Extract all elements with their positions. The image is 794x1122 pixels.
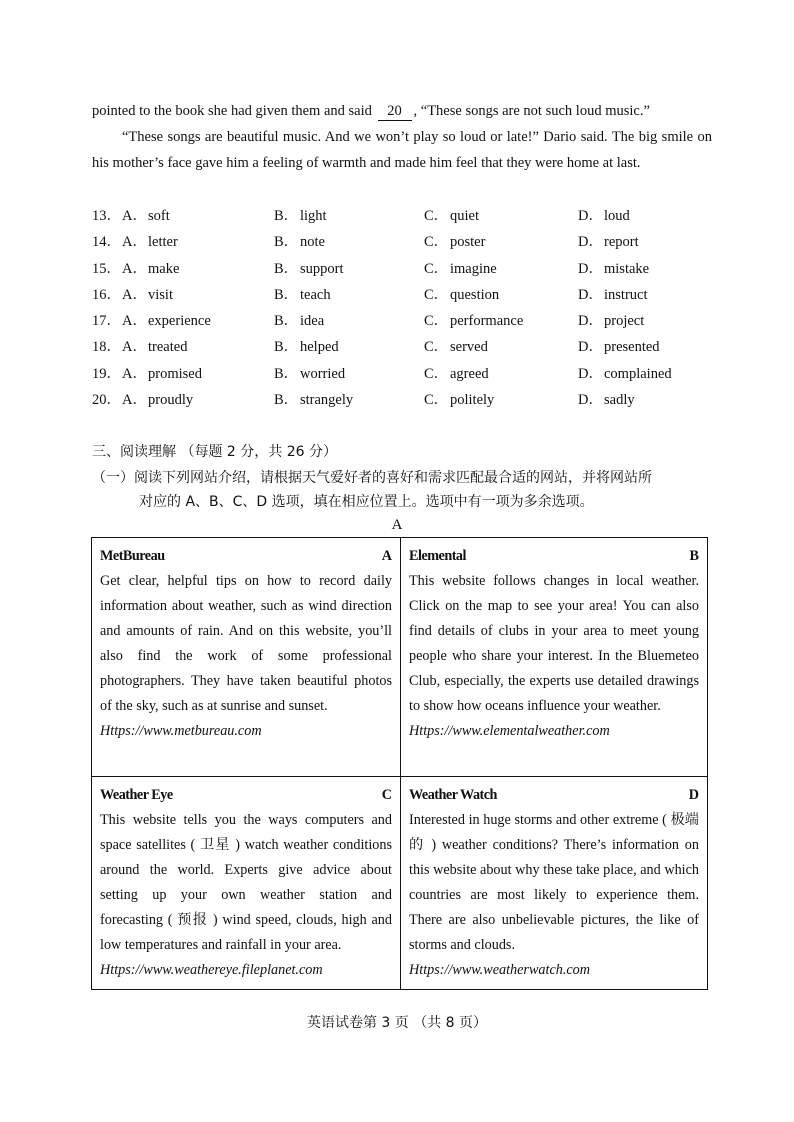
website-card-b xyxy=(401,538,707,777)
option-word: visit xyxy=(148,286,173,303)
website-card-d xyxy=(401,777,707,989)
option-letter: C． xyxy=(424,260,449,277)
passage-line xyxy=(92,98,712,124)
website-letter: A xyxy=(381,548,392,564)
website-letter: B xyxy=(689,548,699,564)
option-a xyxy=(122,334,187,360)
option-d xyxy=(578,387,635,413)
option-a xyxy=(122,387,193,413)
website-url: Https://www.elementalweather.com xyxy=(409,723,610,739)
website-letter: D xyxy=(688,787,699,803)
option-word: complained xyxy=(604,365,672,382)
option-word: treated xyxy=(148,339,188,356)
option-c xyxy=(424,334,488,360)
option-b xyxy=(274,334,339,360)
option-word: proudly xyxy=(148,392,194,409)
option-word: served xyxy=(450,339,488,356)
option-c xyxy=(424,229,485,255)
option-letter: A． xyxy=(122,313,147,330)
page-footer: 英语试卷第 3 页 （共 8 页） xyxy=(306,1015,488,1031)
option-letter: C． xyxy=(424,339,449,356)
option-b xyxy=(274,256,344,282)
option-d xyxy=(578,282,648,308)
option-c xyxy=(424,308,523,334)
website-card-a xyxy=(92,538,401,777)
option-b xyxy=(274,361,345,387)
passage-paragraph: “These songs are beautiful music. And we won’t play so loud or late!” Dario said. The big smile on his mother’s face gave him a feeling of warmth and made him feel that they were home at last. xyxy=(92,129,712,171)
part-label: A xyxy=(391,517,403,533)
option-letter: A． xyxy=(122,392,147,409)
option-b xyxy=(274,203,327,229)
option-word: note xyxy=(300,234,325,251)
option-letter: B． xyxy=(274,208,299,224)
website-name: MetBureau xyxy=(100,548,165,564)
option-letter: C． xyxy=(424,365,449,382)
option-word: poster xyxy=(450,234,486,251)
option-word: teach xyxy=(300,286,331,303)
option-letter: C． xyxy=(424,286,449,303)
option-letter: A． xyxy=(122,286,147,303)
option-letter: B． xyxy=(274,392,299,409)
option-letter: D． xyxy=(578,392,603,409)
question-number: 13． xyxy=(92,208,121,224)
question-row xyxy=(92,282,712,308)
option-letter: D． xyxy=(578,339,603,356)
option-word: worried xyxy=(300,365,346,382)
question-number: 16． xyxy=(92,286,121,303)
option-c xyxy=(424,256,497,282)
option-a xyxy=(122,282,173,308)
website-url: Https://www.weatherwatch.com xyxy=(409,962,591,978)
option-a xyxy=(122,308,211,334)
option-letter: B． xyxy=(274,260,299,277)
option-word: strangely xyxy=(300,392,354,409)
question-number: 17． xyxy=(92,313,121,330)
option-word: presented xyxy=(604,339,660,356)
option-letter: D． xyxy=(578,260,603,277)
option-word: sadly xyxy=(604,392,635,409)
option-letter: A． xyxy=(122,260,147,277)
option-letter: C． xyxy=(424,313,449,330)
option-d xyxy=(578,308,644,334)
option-letter: C． xyxy=(424,208,449,224)
website-description: This website follows changes in local weather. Click on the map to see your area! You can also find details of clubs in your area to meet young people who share your interest. In the Bluemeteo Club, especially, the experts use detailed drawings to show how oceans influence your weather. xyxy=(409,573,699,714)
website-description: This website tells you the ways computers and space satellites ( 卫星 ) watch weather conditions around the world. Experts give advice about setting up your own weather station and forecasting ( 预报 ) wind speed, clouds, high and low temperatures and rainfall in your area. xyxy=(100,812,392,953)
option-letter: D． xyxy=(578,208,603,224)
option-letter: A． xyxy=(122,234,147,251)
option-word: soft xyxy=(148,208,170,224)
option-word: report xyxy=(604,234,639,251)
option-d xyxy=(578,361,672,387)
option-c xyxy=(424,282,499,308)
option-c xyxy=(424,361,489,387)
option-word: mistake xyxy=(604,260,650,277)
option-word: idea xyxy=(300,313,325,330)
option-word: quiet xyxy=(450,208,479,224)
section-heading: 三、阅读理解 （每题 2 分，共 26 分） xyxy=(92,444,337,460)
question-number: 18． xyxy=(92,339,121,356)
option-a xyxy=(122,203,170,229)
option-word: instruct xyxy=(604,286,648,303)
question-number: 20． xyxy=(92,392,121,409)
option-letter: D． xyxy=(578,365,603,382)
option-letter: D． xyxy=(578,313,603,330)
website-card-c xyxy=(92,777,401,989)
option-b xyxy=(274,308,324,334)
option-word: experience xyxy=(148,313,211,330)
passage-text-before: pointed to the book she had given them and said xyxy=(92,103,372,119)
option-d xyxy=(578,334,660,360)
instruction-line-2: 对应的 A、B、C、D 选项，填在相应位置上。选项中有一项为多余选项。 xyxy=(139,494,594,510)
option-word: make xyxy=(148,260,180,277)
question-row xyxy=(92,361,712,387)
website-name: Elemental xyxy=(409,548,466,564)
option-letter: C． xyxy=(424,234,449,251)
option-letter: C． xyxy=(424,392,449,409)
option-word: light xyxy=(300,208,327,224)
option-word: imagine xyxy=(450,260,497,277)
website-description: Interested in huge storms and other extreme ( 极端的 ) weather conditions? There’s information on this website about why these take place, and which countries are most likely to experience them. There are also unbelievable pictures, the like of storms and clouds. xyxy=(409,812,699,953)
option-word: performance xyxy=(450,313,524,330)
answer-blank-20: 20 xyxy=(378,103,412,121)
instruction-line-1: （一）阅读下列网站介绍，请根据天气爱好者的喜好和需求匹配最合适的网站，并将网站所 xyxy=(92,470,652,486)
option-d xyxy=(578,203,630,229)
websites-table xyxy=(91,537,708,990)
option-letter: B． xyxy=(274,339,299,356)
question-row xyxy=(92,308,712,334)
option-letter: D． xyxy=(578,234,603,251)
option-a xyxy=(122,256,179,282)
question-row xyxy=(92,387,712,413)
website-name: Weather Watch xyxy=(409,787,497,803)
option-d xyxy=(578,229,639,255)
option-b xyxy=(274,229,325,255)
option-letter: B． xyxy=(274,234,299,251)
passage-text-after: , “These songs are not such loud music.” xyxy=(413,103,650,119)
question-row xyxy=(92,256,712,282)
option-b xyxy=(274,387,353,413)
website-letter: C xyxy=(381,787,392,803)
option-c xyxy=(424,387,494,413)
option-word: letter xyxy=(148,234,178,251)
question-row xyxy=(92,229,712,255)
question-row xyxy=(92,334,712,360)
option-a xyxy=(122,229,178,255)
options-list xyxy=(92,203,712,413)
website-description: Get clear, helpful tips on how to record daily information about weather, such as wind direction and amounts of rain. And on this website, you’ll also find the work of some professional photographers. They have taken beautiful photos of the sky, such as at sunrise and sunset. xyxy=(100,573,392,714)
option-letter: A． xyxy=(122,365,147,382)
option-word: politely xyxy=(450,392,495,409)
option-d xyxy=(578,256,649,282)
option-word: question xyxy=(450,286,500,303)
option-letter: A． xyxy=(122,339,147,356)
option-letter: B． xyxy=(274,313,299,330)
website-url: Https://www.weathereye.fileplanet.com xyxy=(100,962,323,978)
question-number: 14． xyxy=(92,234,121,251)
question-row xyxy=(92,203,712,229)
option-word: support xyxy=(300,260,344,277)
option-letter: B． xyxy=(274,365,299,382)
option-word: loud xyxy=(604,208,630,224)
question-number: 19． xyxy=(92,365,121,382)
website-url: Https://www.metbureau.com xyxy=(100,723,262,739)
website-name: Weather Eye xyxy=(100,787,173,803)
option-b xyxy=(274,282,331,308)
question-number: 15． xyxy=(92,260,121,277)
option-word: helped xyxy=(300,339,339,356)
option-word: project xyxy=(604,313,645,330)
section-instruction xyxy=(92,466,712,514)
option-word: agreed xyxy=(450,365,489,382)
option-a xyxy=(122,361,202,387)
option-letter: B． xyxy=(274,286,299,303)
option-letter: D． xyxy=(578,286,603,303)
option-letter: A． xyxy=(122,208,147,224)
option-word: promised xyxy=(148,365,202,382)
option-c xyxy=(424,203,479,229)
